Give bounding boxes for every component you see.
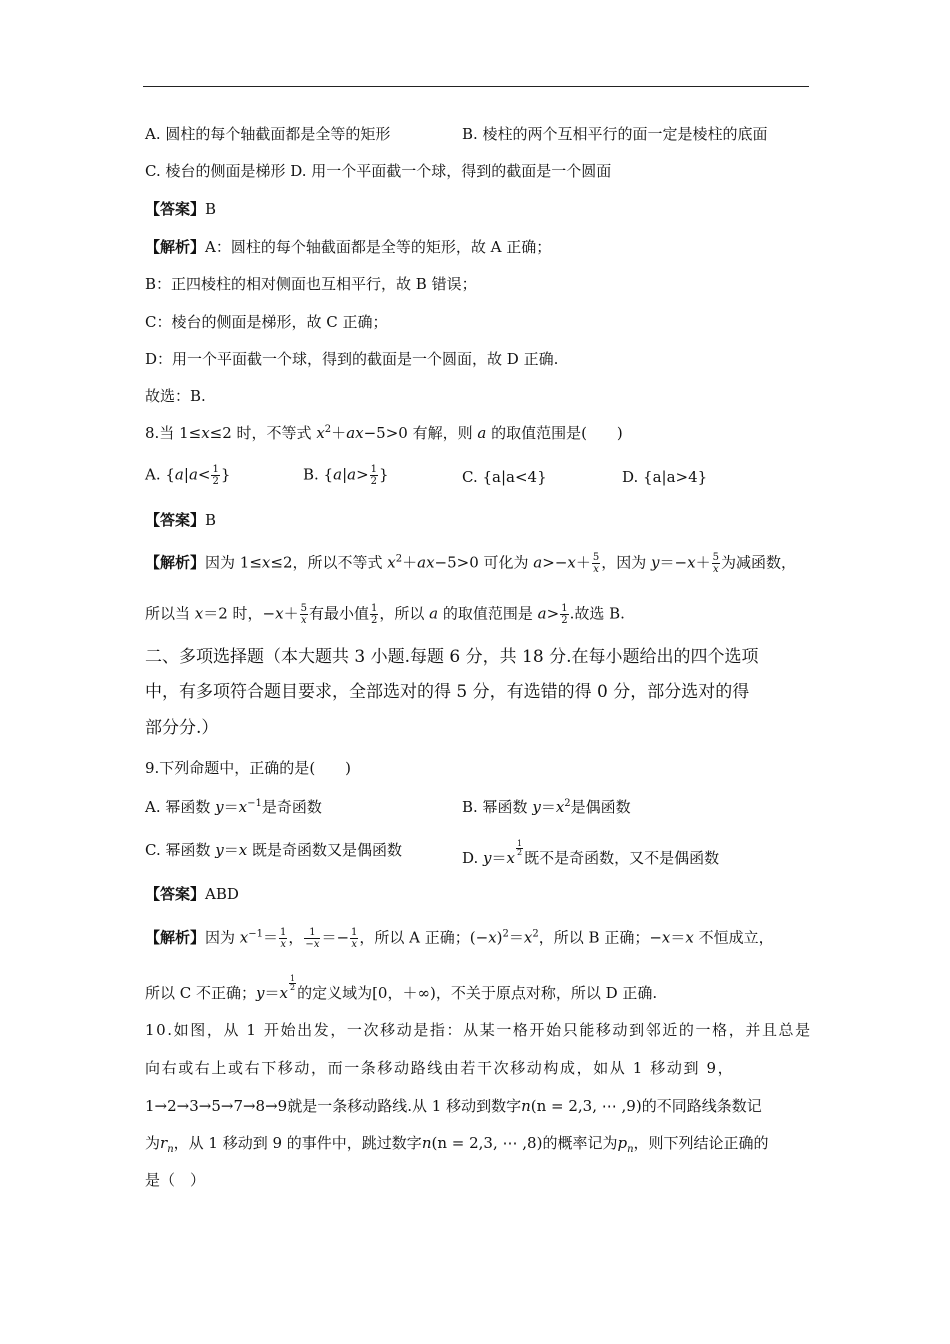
q7-analysis-4: D：用一个平面截一个球，得到的截面是一个圆面，故 D 正确. bbox=[145, 350, 559, 368]
q8-analysis-1: 【解析】因为 1≤x≤2，所以不等式 $x^2+ax-5>0$ 可化为 a>−x＋ $\frac{5}{x}$ ，因为 y＝−x＋ $\frac{5}{x}$ 为减函数， bbox=[145, 552, 796, 575]
q8-answer: 【答案】B bbox=[145, 511, 217, 529]
q9-option-d: D. y＝x $^{\frac{1}{2}}$ 既不是奇函数，又不是偶函数 bbox=[462, 839, 720, 867]
fraction: $\frac{1}{2}$ bbox=[561, 603, 568, 626]
q9-option-c: C. 幂函数 y＝x 既是奇函数又是偶函数 bbox=[145, 841, 402, 859]
fraction: $\frac{5}{x}$ bbox=[592, 552, 600, 575]
fraction: $\frac{1}{2}$ bbox=[370, 464, 378, 487]
q8-option-b: B. {a|a> $\frac{1}{2}$ } bbox=[303, 464, 389, 487]
q10-line-2: 向右或右上或右下移动，而一条移动路线由若干次移动构成，如从 1 移动到 9， bbox=[145, 1059, 735, 1077]
q8-analysis-2: 所以当 x＝2 时，−x＋ $\frac{5}{x}$ 有最小值 $\frac{1}{2}$ ，所以 a 的取值范围是 a> $\frac{1}{2}$ .故选 B. bbox=[145, 603, 625, 626]
q10-line-4: 为$r_n$，从 1 移动到 9 的事件中，跳过数字n(n = 2,3, ⋯ ,8)的概率记为$p_n$，则下列结论正确的 bbox=[145, 1134, 769, 1155]
fraction: $\frac{1}{x}$ bbox=[351, 927, 358, 950]
q7-analysis-2: B：正四棱柱的相对侧面也互相平行，故 B 错误； bbox=[145, 275, 477, 293]
fraction: $\frac{5}{x}$ bbox=[300, 603, 307, 626]
q8-option-a: A. {a|a< $\frac{1}{2}$ } bbox=[145, 464, 231, 487]
fraction: $\frac{1}{x}$ bbox=[280, 927, 287, 950]
q8-stem: 8.当 1≤x≤2 时，不等式 $x^2+ax-5>0$ 有解，则 a 的取值范围是( ) bbox=[145, 424, 623, 442]
fraction: 1 2 bbox=[517, 839, 523, 857]
q7-analysis-1: 【解析】A：圆柱的每个轴截面都是全等的矩形，故 A 正确； bbox=[145, 238, 552, 256]
q7-option-a: A. 圆柱的每个轴截面都是全等的矩形 bbox=[145, 125, 391, 143]
fraction: $\frac{1}{-x}$ bbox=[305, 927, 320, 950]
q10-line-1: 10.如图，从 1 开始出发，一次移动是指：从某一格开始只能移动到邻近的一格，并且总是 bbox=[145, 1021, 812, 1039]
q7-option-cd: C. 棱台的侧面是梯形 D. 用一个平面截一个球，得到的截面是一个圆面 bbox=[145, 162, 612, 180]
q9-option-b: B. 幂函数 $y=x^2$是偶函数 bbox=[462, 798, 631, 816]
q7-analysis-3: C：棱台的侧面是梯形，故 C 正确； bbox=[145, 313, 388, 331]
q7-answer: 【答案】B bbox=[145, 200, 217, 218]
q9-option-a: A. 幂函数 $y=x^{-1}$是奇函数 bbox=[145, 798, 322, 816]
header-rule bbox=[143, 86, 809, 87]
fraction: $\frac{1}{2}$ bbox=[212, 464, 219, 487]
q7-conclusion: 故选：B. bbox=[145, 387, 206, 405]
q9-answer: 【答案】ABD bbox=[145, 885, 239, 903]
q9-stem: 9.下列命题中，正确的是( ) bbox=[145, 759, 352, 777]
q10-line-3: 1→2→3→5→7→8→9就是一条移动路线.从 1 移动到数字n(n = 2,3, ⋯ ,9)的不同路线条数记 bbox=[145, 1097, 762, 1115]
q10-line-5: 是（ ） bbox=[145, 1171, 206, 1189]
section-title-line-1: 二、多项选择题（本大题共 3 小题.每题 6 分，共 18 分.在每小题给出的四个选项 bbox=[145, 647, 759, 667]
q8-option-c: C. {a|a<4} bbox=[462, 468, 547, 486]
section-title-line-2: 中，有多项符合题目要求，全部选对的得 5 分，有选错的得 0 分，部分选对的得 bbox=[145, 682, 750, 702]
section-title-line-3: 部分分.） bbox=[145, 718, 219, 738]
fraction: $\frac{5}{x}$ bbox=[712, 552, 719, 575]
q9-analysis-1: 【解析】因为 $x^{-1}=$ $\frac{1}{x}$ ， $\frac{1}{-x}$ ＝− $\frac{1}{x}$ ，所以 A 正确；$(-x)^2=x^2$，所以 B 正确；−x＝x 不恒成立， bbox=[145, 927, 774, 950]
q8-option-d: D. {a|a>4} bbox=[622, 468, 708, 486]
fraction: 1 2 bbox=[289, 974, 296, 992]
fraction: $\frac{1}{2}$ bbox=[371, 603, 378, 626]
q7-option-b: B. 棱柱的两个互相平行的面一定是棱柱的底面 bbox=[462, 125, 768, 143]
q9-analysis-2: 所以 C 不正确；y＝x $^{\frac{1}{2}}$ 的定义域为[0，＋∞)，不关于原点对称，所以 D 正确. bbox=[145, 974, 658, 1002]
